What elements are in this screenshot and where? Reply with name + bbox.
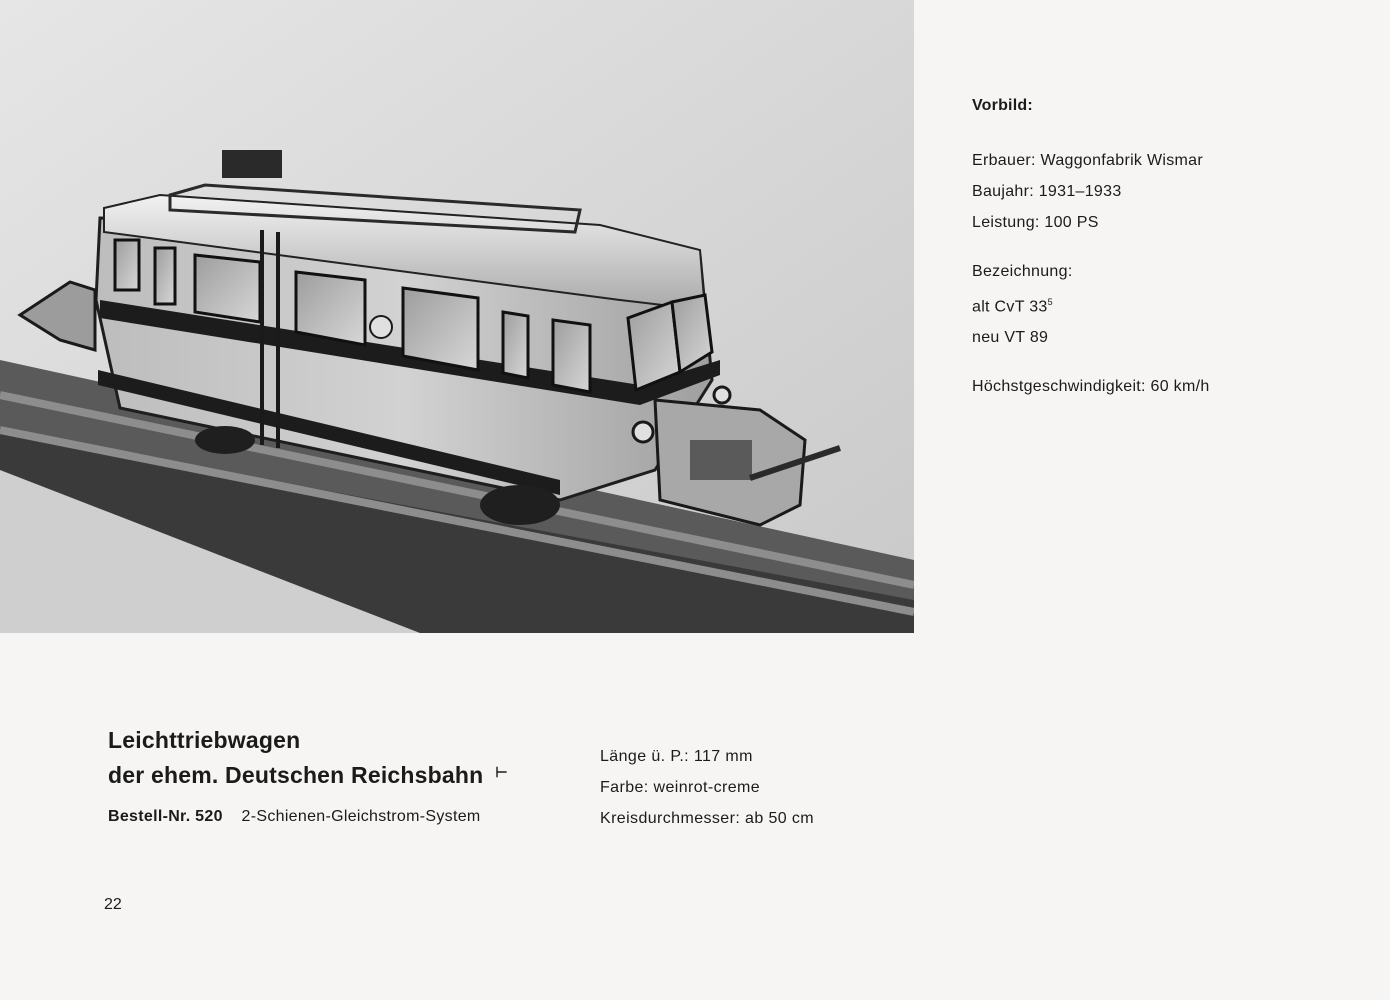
- title-line-2: der ehem. Deutschen Reichsbahn ⊢: [108, 762, 508, 788]
- prototype-heading: Vorbild:: [972, 97, 1033, 114]
- order-info: [108, 808, 481, 826]
- builder-text: Erbauer: Waggonfabrik Wismar: [972, 152, 1203, 169]
- max-speed-text: Höchstgeschwindigkeit: 60 km/h: [972, 378, 1210, 396]
- page-number: 22: [104, 896, 122, 913]
- color-spec: Farbe: weinrot-creme: [600, 779, 761, 796]
- title-line-1: Leichttriebwagen: [108, 727, 301, 753]
- radius-spec: Kreisdurchmesser: ab 50 cm: [600, 810, 815, 827]
- order-number: Bestell-Nr. 520: [108, 808, 223, 825]
- system-text: 2-Schienen-Gleichstrom-System: [241, 808, 481, 825]
- product-title: [108, 723, 508, 796]
- new-designation: neu VT 89: [972, 329, 1049, 347]
- length-spec: Länge ü. P.: 117 mm: [600, 748, 753, 765]
- model-specs: [600, 741, 814, 834]
- gauge-mark-icon: ⊢: [495, 764, 508, 780]
- prototype-info: [972, 97, 1352, 402]
- old-designation: alt CvT $33^5$: [972, 297, 1053, 316]
- designation-label: Bezeichnung:: [972, 263, 1073, 280]
- railcar-photo: [0, 0, 914, 633]
- power-text: Leistung: 100 PS: [972, 214, 1099, 231]
- year-text: Baujahr: 1931–1933: [972, 183, 1122, 200]
